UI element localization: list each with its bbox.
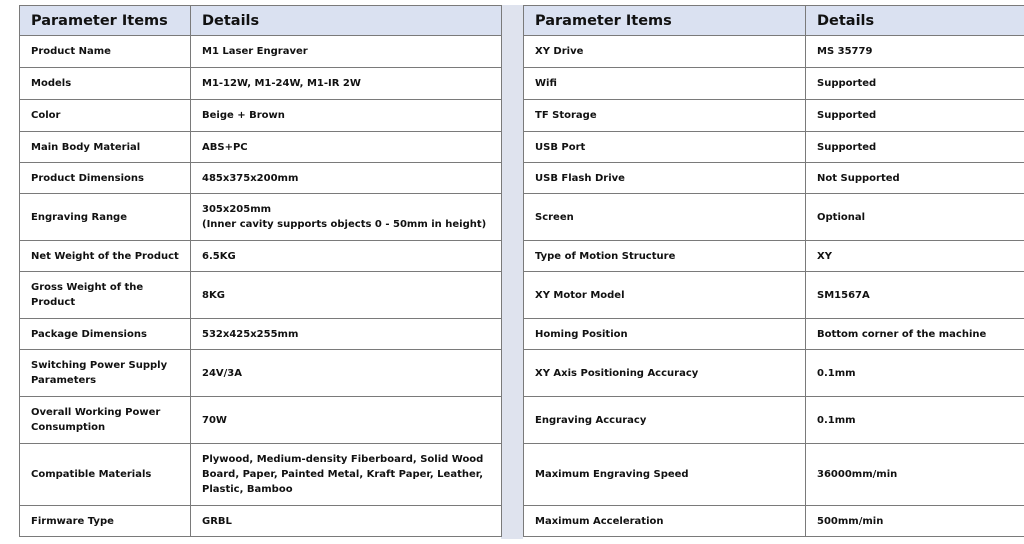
param-text: Package Dimensions [31,328,147,340]
details-cell [191,68,502,100]
param-text: Models [31,78,72,89]
param-text: Overall Working Power [31,407,161,418]
param-text: Gross Weight of the [31,282,144,293]
details-cell [806,100,1024,132]
param-text: Color [31,110,61,121]
details-cell [806,272,1024,319]
details-text: 305x205mm [202,204,272,215]
param-text: Wifi [535,78,557,89]
header-row [524,6,1024,36]
table-row [20,36,502,68]
table-row [524,163,1024,194]
param-cell [20,241,191,272]
header-param: Parameter Items [20,6,191,36]
details-text: GRBL [202,515,232,527]
details-text: 36000mm/min [817,469,898,480]
table-row [20,444,502,506]
details-cell [806,350,1024,397]
param-cell [20,68,191,100]
details-cell [806,444,1024,506]
table-row [20,350,502,397]
param-text: Compatible Materials [31,469,152,480]
table-row [524,36,1024,68]
details-cell [191,506,502,537]
details-cell [806,36,1024,68]
details-text: Bottom corner of the machine [817,328,987,340]
details-text: ABS+PC [202,141,248,153]
table-row [20,506,502,537]
param-text: Product [31,297,76,308]
param-cell [524,132,806,163]
details-text: 500mm/min [817,515,884,527]
details-cell [191,444,502,506]
table-row [20,163,502,194]
details-cell [191,194,502,241]
table-row [524,444,1024,506]
details-cell [806,241,1024,272]
details-text: Beige + Brown [202,110,285,121]
param-cell [20,506,191,537]
details-cell [191,397,502,444]
table-row [524,132,1024,163]
table-row [20,397,502,444]
details-text: 24V/3A [202,367,243,379]
details-text: Plastic, Bamboo [202,484,293,495]
param-cell [20,194,191,241]
details-cell [191,132,502,163]
param-cell [524,397,806,444]
details-text: Supported [817,78,877,89]
table-row [20,68,502,100]
table-row [20,272,502,319]
param-text: Maximum Acceleration [535,515,664,527]
param-cell [20,319,191,350]
table-row [524,68,1024,100]
details-text: Supported [817,110,877,121]
table-row [20,100,502,132]
details-cell [806,132,1024,163]
details-cell [191,350,502,397]
details-text: Optional [817,211,866,223]
details-text: 0.1mm [817,367,856,379]
details-text: XY [817,250,832,262]
header-param: Parameter Items [524,6,806,36]
param-cell [524,444,806,506]
details-text: Plywood, Medium-density Fiberboard, Solid Wood [202,454,484,465]
table-row [20,319,502,350]
param-cell [524,163,806,194]
param-cell [524,241,806,272]
param-cell [20,100,191,132]
details-text: 6.5KG [202,250,236,262]
param-cell [20,163,191,194]
details-cell [191,100,502,132]
details-text: SM1567A [817,289,870,301]
param-cell [524,194,806,241]
param-text: Screen [535,211,574,223]
details-cell [191,36,502,68]
table-row [524,100,1024,132]
table-row [20,241,502,272]
details-text: Not Supported [817,172,900,184]
details-text: MS 35779 [817,46,873,57]
param-text: XY Axis Positioning Accuracy [535,367,699,379]
param-text: USB Flash Drive [535,172,625,184]
param-text: Firmware Type [31,515,114,527]
details-text: Board, Paper, Painted Metal, Kraft Paper, Leather, [202,469,484,480]
param-text: Product Dimensions [31,172,144,184]
table-row [20,132,502,163]
param-text: Switching Power Supply [31,360,168,371]
param-text: Parameters [31,375,97,386]
param-cell [524,506,806,537]
table-row [524,350,1024,397]
param-text: Product Name [31,46,111,57]
details-cell [806,163,1024,194]
table-row [524,194,1024,241]
param-text: XY Motor Model [535,289,625,301]
details-text: 485x375x200mm [202,172,299,184]
spec-sheet [19,5,1024,540]
param-cell [20,397,191,444]
param-cell [20,350,191,397]
details-cell [191,272,502,319]
table-row [524,241,1024,272]
param-text: Engraving Accuracy [535,414,647,426]
details-text: 0.1mm [817,414,856,426]
param-cell [20,444,191,506]
table-row [524,506,1024,537]
param-text: Homing Position [535,328,628,340]
param-cell [524,350,806,397]
details-text: 532x425x255mm [202,328,299,340]
param-cell [524,36,806,68]
details-text: M1 Laser Engraver [202,46,308,57]
details-text: Supported [817,141,877,153]
details-text: (Inner cavity supports objects 0 - 50mm in height) [202,219,487,230]
spec-table-left [19,5,502,537]
header-row [20,6,502,36]
param-cell [20,36,191,68]
details-text: 8KG [202,289,225,301]
param-text: Net Weight of the Product [31,250,179,262]
param-text: Main Body Material [31,141,141,153]
details-cell [191,319,502,350]
column-separator [501,5,523,539]
details-text: M1-12W, M1-24W, M1-IR 2W [202,78,361,89]
param-cell [524,100,806,132]
table-row [524,272,1024,319]
table-row [20,194,502,241]
details-cell [806,319,1024,350]
table-row [524,319,1024,350]
details-cell [806,194,1024,241]
param-cell [20,132,191,163]
header-details: Details [806,6,1024,36]
details-cell [191,241,502,272]
param-cell [524,319,806,350]
spec-table-right [523,5,1024,537]
details-cell [806,68,1024,100]
details-cell [806,506,1024,537]
param-text: USB Port [535,141,586,153]
param-cell [524,68,806,100]
param-text: Consumption [31,422,106,433]
param-text: TF Storage [535,110,597,121]
details-cell [806,397,1024,444]
header-details: Details [191,6,502,36]
details-cell [191,163,502,194]
param-text: XY Drive [535,46,584,57]
param-text: Maximum Engraving Speed [535,469,689,480]
table-row [524,397,1024,444]
param-text: Engraving Range [31,211,128,223]
param-text: Type of Motion Structure [535,250,676,262]
param-cell [20,272,191,319]
details-text: 70W [202,414,227,426]
param-cell [524,272,806,319]
